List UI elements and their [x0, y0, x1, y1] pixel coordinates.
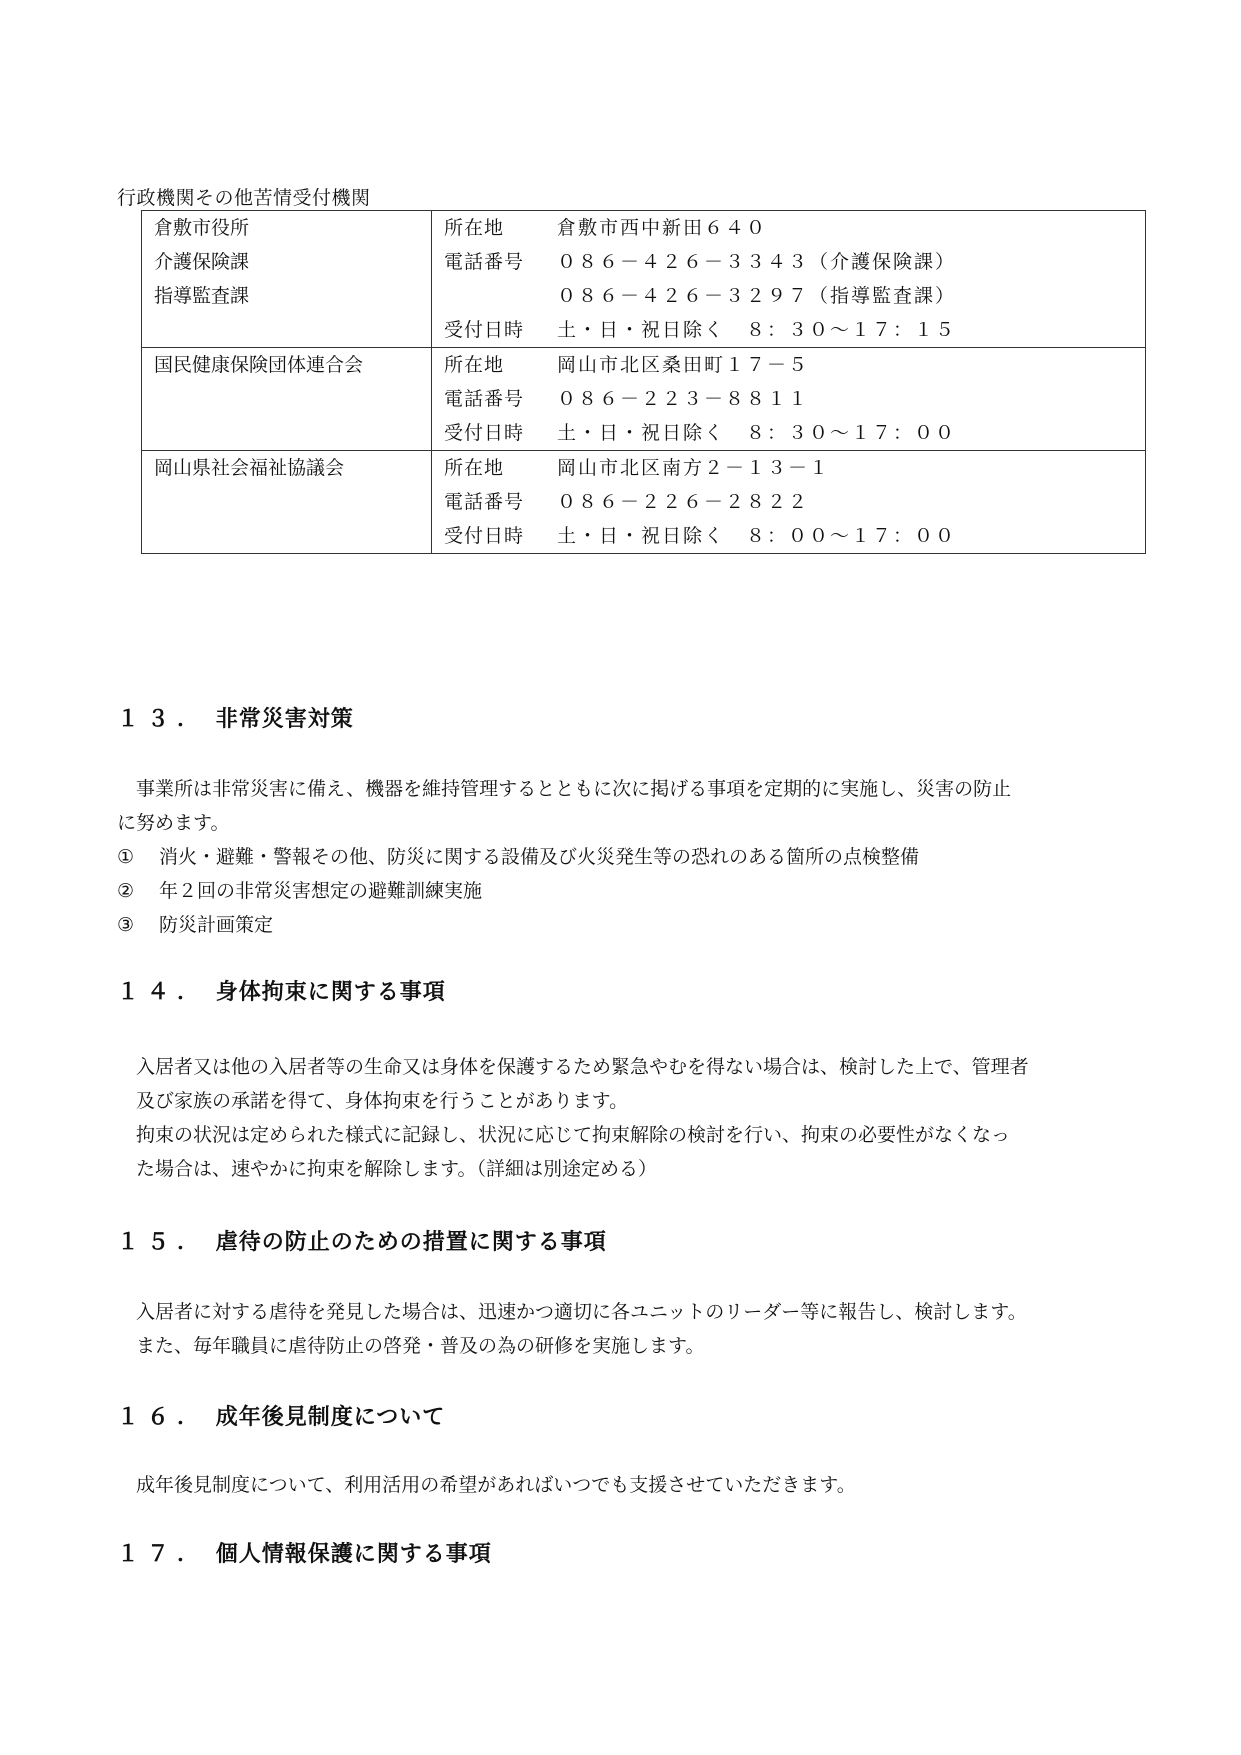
section-14-heading — [117, 975, 446, 1006]
list-marker: ① — [117, 846, 135, 868]
detail-line — [432, 348, 1145, 382]
paragraph-line: また、毎年職員に虐待防止の啓発・普及の為の研修を実施します。 — [117, 1335, 705, 1357]
detail-value: 土・日・祝日除く ８：３０～１７：００ — [557, 422, 957, 444]
org-name-line: 岡山県社会福祉協議会 — [154, 457, 345, 479]
detail-value: 土・日・祝日除く ８：３０～１７：１５ — [557, 319, 957, 341]
section-15-paragraph — [117, 1295, 1147, 1363]
list-item — [117, 908, 273, 942]
section-13-heading — [117, 702, 354, 733]
org-details-cell — [432, 451, 1146, 554]
org-name-cell — [142, 211, 432, 348]
list-marker: ② — [117, 880, 135, 902]
paragraph-line: 成年後見制度について、利用活用の希望があればいつでも支援させていただきます。 — [117, 1474, 856, 1496]
detail-label — [432, 279, 557, 313]
detail-label: 電話番号 — [444, 251, 525, 273]
paragraph-line: 拘束の状況は定められた様式に記録し、状況に応じて拘束解除の検討を行い、拘束の必要性がなくなっ — [117, 1124, 1011, 1146]
section-title: 成年後見制度について — [215, 1405, 446, 1430]
section-16-heading — [117, 1400, 445, 1431]
detail-line — [432, 451, 1145, 485]
paragraph-line: に努めます。 — [117, 812, 230, 834]
detail-label: 所在地 — [444, 457, 505, 479]
table-row — [142, 348, 1146, 451]
table-row — [142, 211, 1146, 348]
paragraph-line: 事業所は非常災害に備え、機器を維持管理するとともに次に掲げる事項を定期的に実施し、災害の防止 — [117, 778, 1012, 800]
detail-value: ０８６－２２６－２８２２ — [557, 491, 810, 513]
detail-line — [432, 416, 1145, 450]
detail-value: ０８６－４２６－３３４３（介護保険課） — [557, 251, 957, 273]
section-title: 虐待の防止のための措置に関する事項 — [215, 1230, 607, 1255]
section-title: 非常災害対策 — [215, 707, 354, 732]
section-number: １３． — [117, 707, 208, 732]
org-name-cell — [142, 348, 432, 451]
section-number: １７． — [117, 1542, 208, 1567]
list-item — [117, 874, 482, 908]
org-details-cell — [432, 211, 1146, 348]
detail-line — [432, 245, 1145, 279]
section-15-heading — [117, 1225, 607, 1256]
table-caption: 行政機関その他苦情受付機関 — [117, 187, 371, 209]
detail-label: 電話番号 — [444, 491, 525, 513]
org-name-line: 倉敷市役所 — [154, 217, 250, 239]
paragraph-line: 入居者に対する虐待を発見した場合は、迅速かつ適切に各ユニットのリーダー等に報告し、検討します。 — [117, 1301, 1027, 1323]
table-row — [142, 451, 1146, 554]
detail-value: 倉敷市西中新田６４０ — [557, 217, 768, 239]
detail-line — [432, 485, 1145, 519]
detail-line — [432, 382, 1145, 416]
list-item — [117, 840, 919, 874]
complaint-agencies-table — [141, 210, 1146, 554]
section-title: 身体拘束に関する事項 — [215, 980, 446, 1005]
section-title: 個人情報保護に関する事項 — [215, 1542, 492, 1567]
detail-label: 受付日時 — [444, 525, 525, 547]
detail-label: 所在地 — [444, 217, 505, 239]
section-14-paragraph — [117, 1050, 1147, 1186]
section-17-heading — [117, 1537, 492, 1568]
detail-value: 土・日・祝日除く ８：００～１７：００ — [557, 525, 957, 547]
paragraph-line: た場合は、速やかに拘束を解除します。（詳細は別途定める） — [117, 1158, 657, 1180]
list-marker: ③ — [117, 914, 135, 936]
org-name-cell — [142, 451, 432, 554]
detail-label: 所在地 — [444, 354, 505, 376]
list-text: 消火・避難・警報その他、防災に関する設備及び火災発生等の恐れのある箇所の点検整備 — [159, 846, 920, 868]
section-number: １６． — [117, 1405, 208, 1430]
detail-value: ０８６－２２３－８８１１ — [557, 388, 810, 410]
detail-line — [432, 279, 1145, 313]
section-16-paragraph — [117, 1468, 1147, 1502]
detail-line — [432, 313, 1145, 347]
paragraph-line: 及び家族の承諾を得て、身体拘束を行うことがあります。 — [117, 1090, 629, 1112]
detail-label: 電話番号 — [444, 388, 525, 410]
org-name-line: 介護保険課 — [154, 251, 250, 273]
detail-line — [432, 211, 1145, 245]
section-number: １４． — [117, 980, 208, 1005]
paragraph-line: 入居者又は他の入居者等の生命又は身体を保護するため緊急やむを得ない場合は、検討した上で、管理者 — [117, 1056, 1029, 1078]
detail-value: 岡山市北区南方２－１３－１ — [557, 457, 831, 479]
org-name-line: 指導監査課 — [154, 285, 250, 307]
list-text: 防災計画策定 — [159, 914, 274, 936]
section-13-paragraph — [117, 772, 1147, 840]
detail-label: 受付日時 — [444, 319, 525, 341]
org-name-line: 国民健康保険団体連合会 — [154, 354, 364, 376]
detail-value: 岡山市北区桑田町１７－５ — [557, 354, 810, 376]
org-details-cell — [432, 348, 1146, 451]
list-text: 年２回の非常災害想定の避難訓練実施 — [159, 880, 483, 902]
detail-value: ０８６－４２６－３２９７（指導監査課） — [557, 285, 957, 307]
section-number: １５． — [117, 1230, 208, 1255]
detail-label: 受付日時 — [444, 422, 525, 444]
detail-line — [432, 519, 1145, 553]
